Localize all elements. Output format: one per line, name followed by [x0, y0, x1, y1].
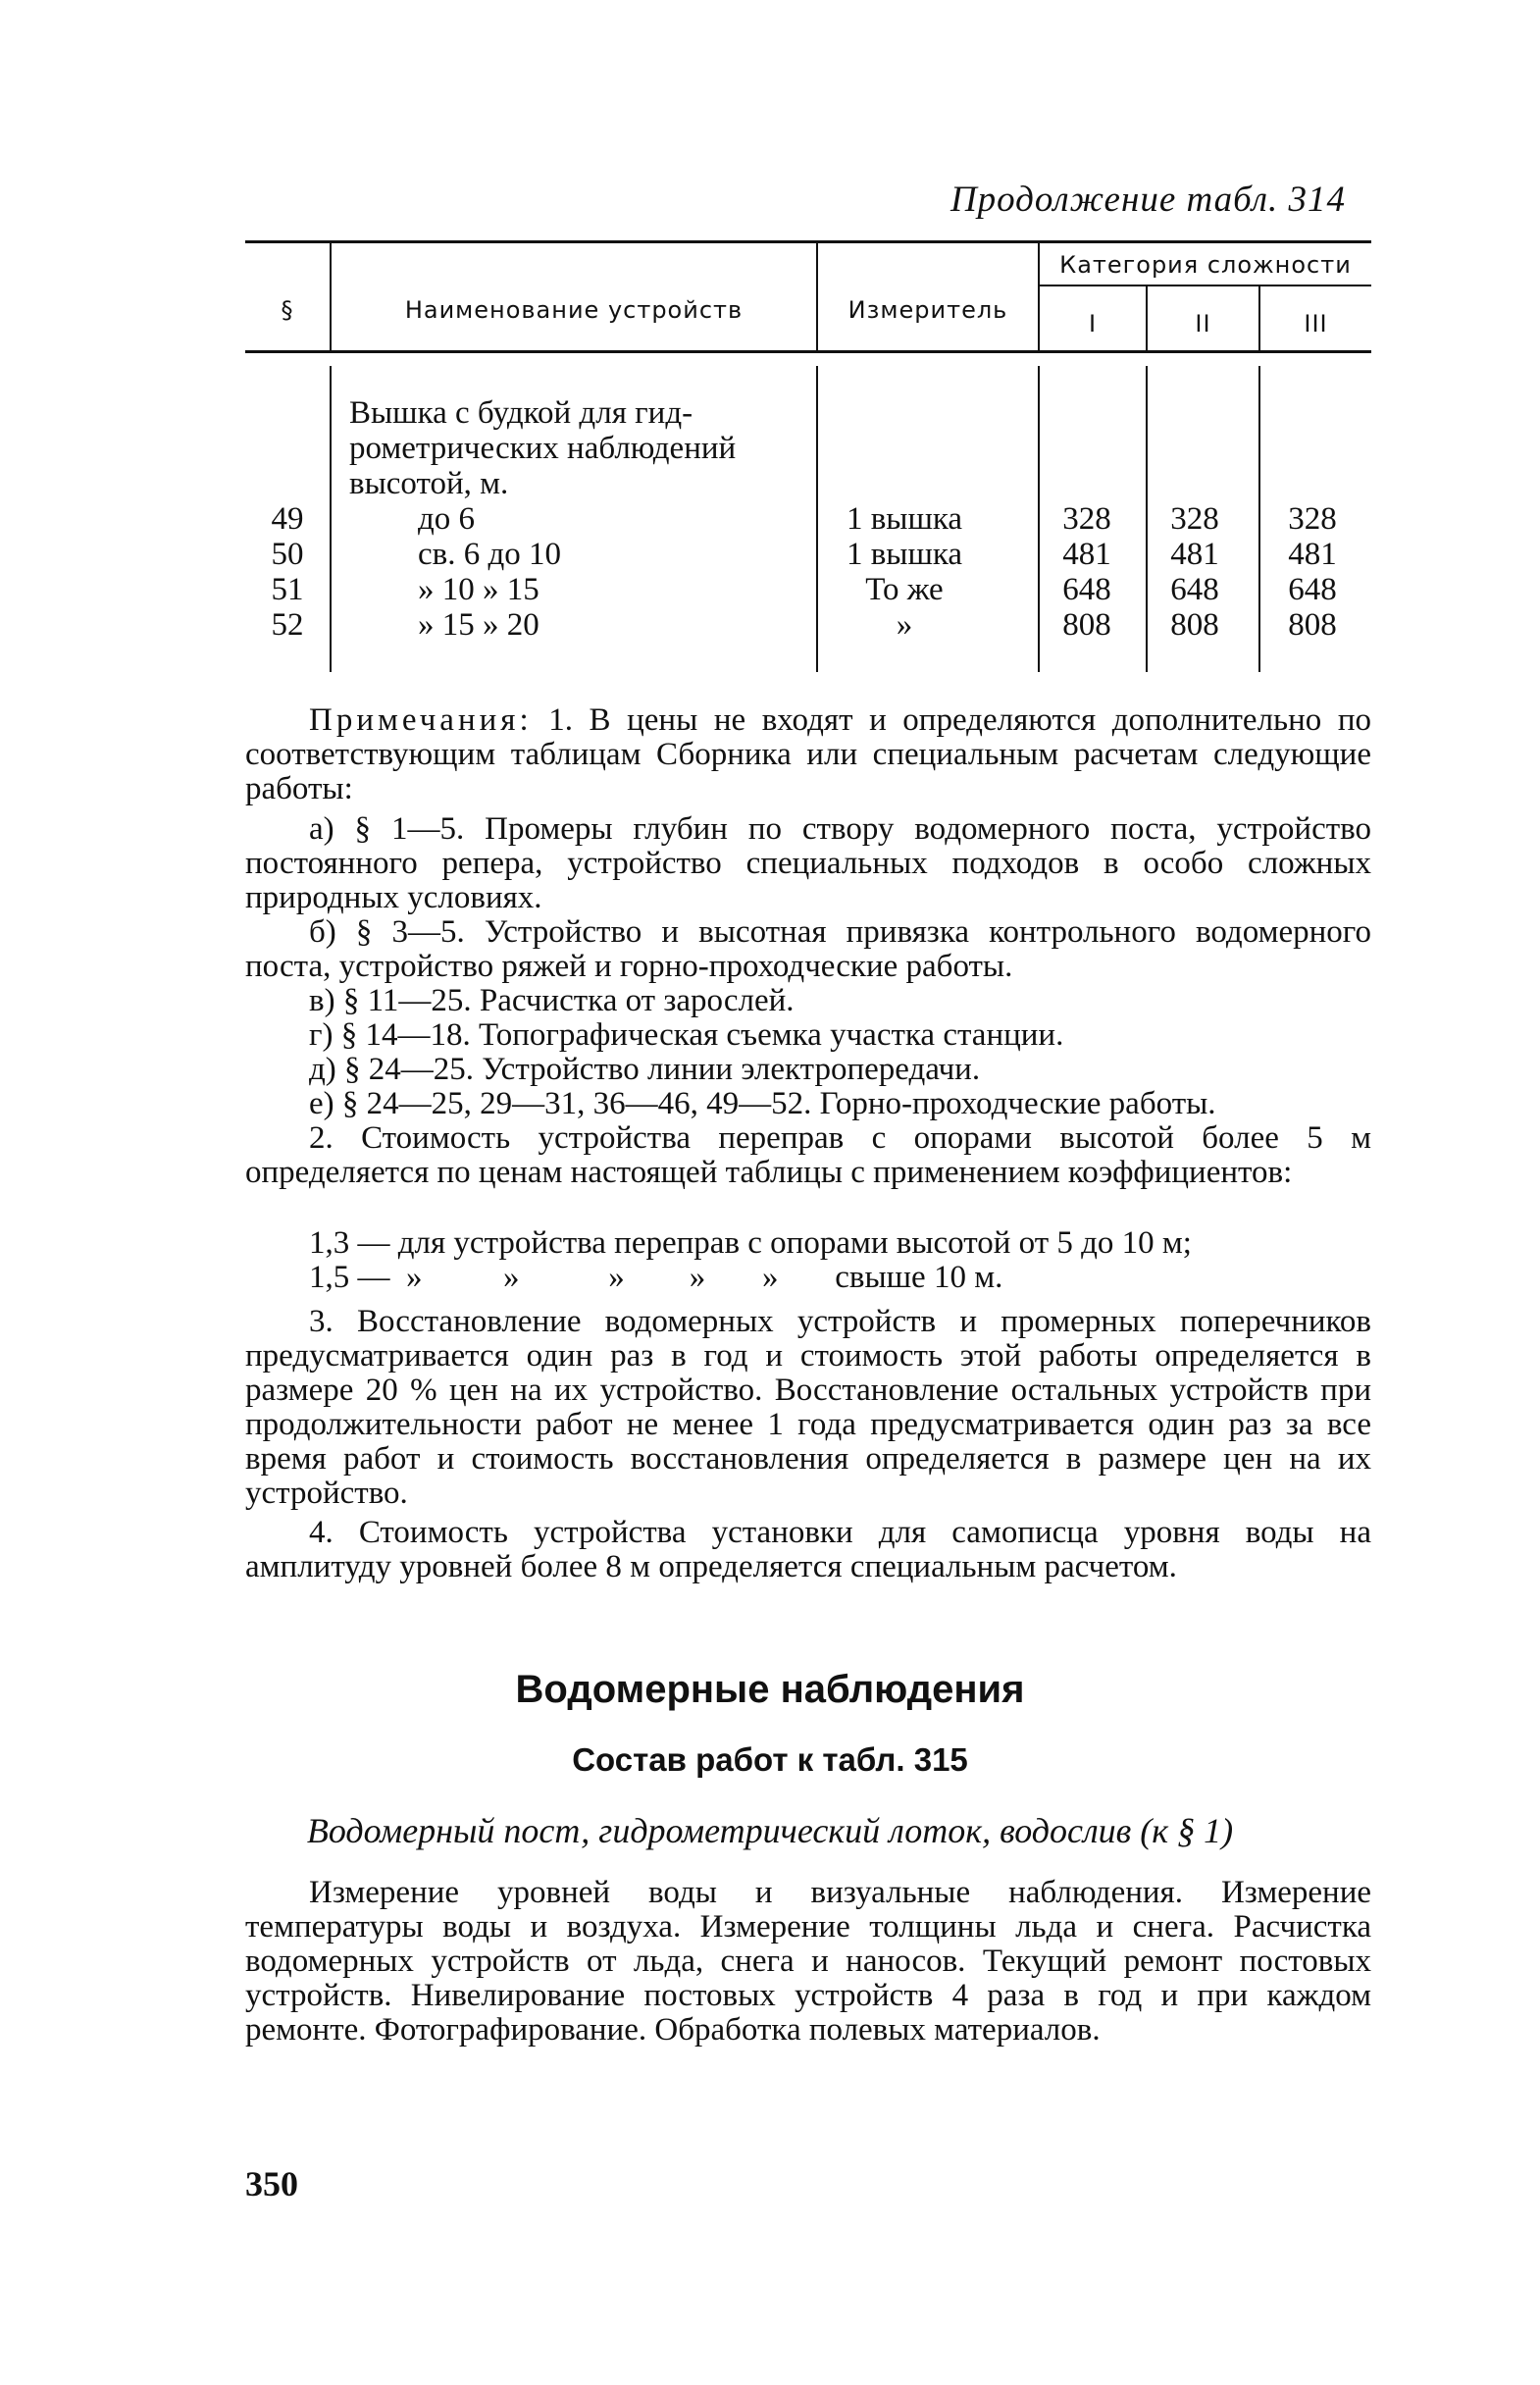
note-1-item-d: г) § 14—18. Топографическая съемка участка станции. — [309, 1017, 1064, 1053]
header-device-name: Наименование устройств — [404, 296, 744, 324]
group-title-line: высотой, м. — [349, 466, 509, 501]
table-cell-price: 808 — [1170, 607, 1219, 643]
table-cell-price: 648 — [1170, 572, 1219, 607]
column-device-heights — [349, 501, 810, 643]
note-2-coefficient-2 — [309, 1261, 1371, 1295]
note-1-item-b: б) § 3—5. Устройство и высотная привязка контрольного водомерного поста, устройство ряжей и горно-проходческие работы. — [245, 914, 1371, 984]
note-1-intro — [245, 703, 1371, 806]
note-1-item-a: а) § 1—5. Промеры глубин по створу водомерного поста, устройство постоянного репера, устройство специальных подходов в особо сложных природных условиях. — [245, 811, 1371, 915]
table-cell-price: 808 — [1062, 607, 1111, 643]
body-divider — [330, 366, 332, 672]
table-row-name: » 15 » 20 — [418, 607, 539, 643]
note-3: 3. Восстановление водомерных устройств и промерных поперечников предусматривается один раз в год и стоимость этой работы определяется в размере 20 % цен на их устройство. Восстановление остальных устройств при продолжительности работ не менее 1 года предусматривается один раз за все время работ и стоимость восстановления определяется в размере цен на их устройство. — [245, 1304, 1371, 1511]
header-complexity-category: Категория сложности — [1059, 251, 1352, 279]
table-row-unit: 1 вышка — [846, 501, 963, 537]
note-1-item-f: е) § 24—25, 29—31, 36—46, 49—52. Горно-проходческие работы. — [309, 1086, 1216, 1121]
table-row-name: до 6 — [418, 501, 476, 537]
table-cell-price: 481 — [1170, 537, 1219, 572]
table-cell-price: 481 — [1288, 537, 1337, 572]
note-1-item-c: в) § 11—25. Расчистка от зарослей. — [309, 983, 795, 1018]
header-section-number: § — [281, 296, 294, 324]
column-category-3-values — [1258, 501, 1366, 643]
header-category-2: II — [1195, 310, 1211, 337]
page-number: 350 — [245, 2164, 298, 2204]
price-table — [245, 240, 1371, 677]
body-divider — [816, 366, 818, 672]
table-cell-price: 328 — [1170, 501, 1219, 537]
column-section-numbers — [245, 501, 330, 643]
column-units — [822, 501, 987, 643]
table-top-rule — [245, 240, 1371, 243]
coefficient-text: 1,5 — » » » » » свыше 10 м. — [309, 1260, 1003, 1295]
table-row-name: » 10 » 15 — [418, 572, 539, 607]
column-category-2-values — [1146, 501, 1244, 643]
table-cell-price: 648 — [1062, 572, 1111, 607]
header-category-3: III — [1304, 310, 1328, 337]
table-row-number: 50 — [271, 537, 304, 572]
header-category-1: I — [1088, 310, 1098, 337]
table-row-unit: То же — [865, 572, 944, 607]
header-bottom-rule — [245, 350, 1371, 353]
table-row-number: 52 — [271, 607, 304, 643]
table-row-unit: » — [896, 607, 913, 643]
note-1-text: 1. В цены не входят и определяются дополнительно по соответствующим таблицам Сборника или специальным расчетам следующие работы: — [245, 702, 1371, 806]
table-cell-price: 808 — [1288, 607, 1337, 643]
header-unit: Измеритель — [847, 296, 1008, 324]
column-category-1-values — [1038, 501, 1136, 643]
category-header-rule — [1038, 285, 1371, 286]
note-2: 2. Стоимость устройства переправ с опорами высотой более 5 м определяется по ценам настоящей таблицы с применением коэффициентов: — [245, 1120, 1371, 1190]
item-title: Водомерный пост, гидрометрический лоток, водослив (к § 1) — [306, 1811, 1234, 1850]
table-row-number: 49 — [271, 501, 304, 537]
note-2-coefficient-1 — [309, 1226, 1371, 1261]
coefficient-text: 1,3 — для устройства переправ с опорами высотой от 5 до 10 м; — [309, 1225, 1192, 1261]
table-cell-price: 481 — [1062, 537, 1111, 572]
section-subtitle: Состав работ к табл. 315 — [572, 1741, 968, 1778]
table-row-name: св. 6 до 10 — [418, 537, 562, 572]
table-row-number: 51 — [271, 572, 304, 607]
group-title-line: Вышка с будкой для гид- — [349, 395, 693, 431]
note-1-item-e: д) § 24—25. Устройство линии электропередачи. — [309, 1052, 981, 1087]
note-4: 4. Стоимость устройства установки для самописца уровня воды на амплитуду уровней более 8 м определяется специальным расчетом. — [245, 1515, 1371, 1584]
table-cell-price: 328 — [1062, 501, 1111, 537]
table-cell-price: 328 — [1288, 501, 1337, 537]
item-description: Измерение уровней воды и визуальные наблюдения. Измерение температуры воды и воздуха. Измерение толщины льда и снега. Расчистка водомерных устройств от льда, снега и наносов. Текущий ремонт постовых устройств. Нивелирование постовых устройств 4 раза в год и при каждом ремонте. Фотографирование. Обработка полевых материалов. — [245, 1875, 1371, 2048]
table-group-title — [349, 395, 810, 501]
group-title-line: рометрических наблюдений — [349, 431, 737, 466]
table-row-unit: 1 вышка — [846, 537, 963, 572]
notes-label: Примечания: — [309, 702, 533, 738]
section-title: Водомерные наблюдения — [515, 1668, 1025, 1711]
table-continuation-label: Продолжение табл. 314 — [950, 180, 1346, 220]
table-cell-price: 648 — [1288, 572, 1337, 607]
